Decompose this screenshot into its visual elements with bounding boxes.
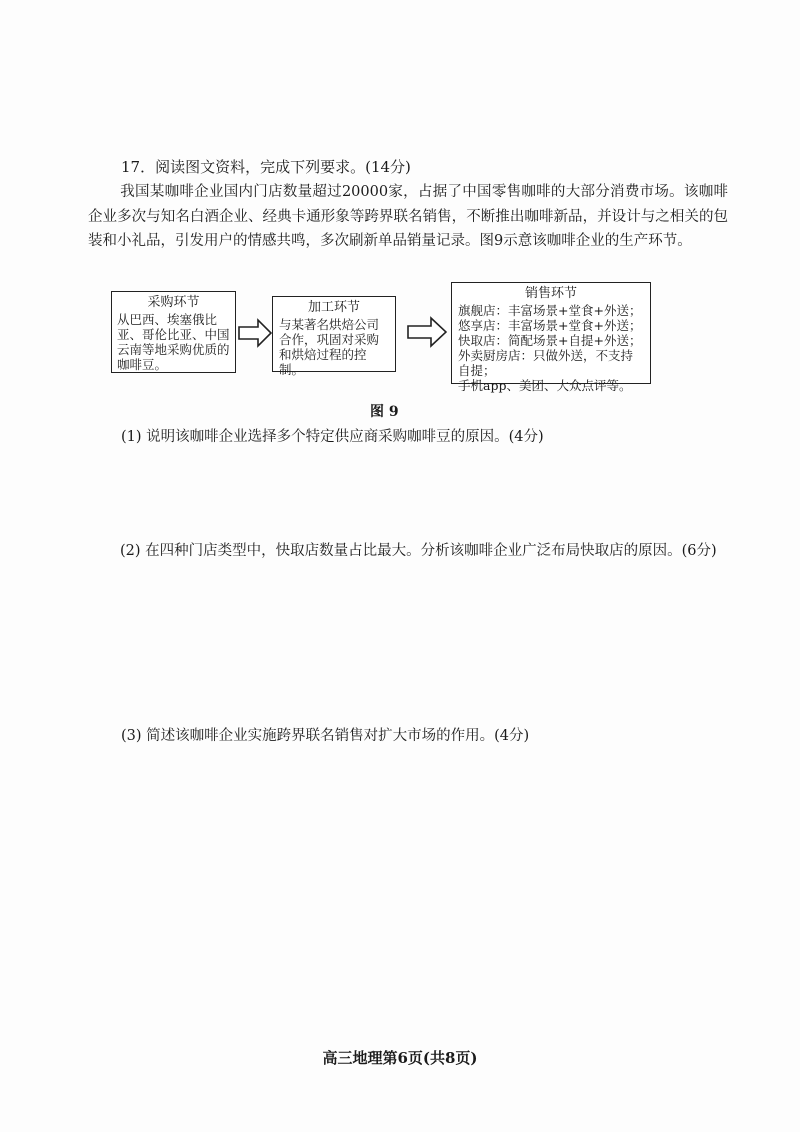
- subquestion-3: (3) 简述该咖啡企业实施跨界联名销售对扩大市场的作用。(4分): [121, 728, 530, 744]
- subquestion-1: (1) 说明该咖啡企业选择多个特定供应商采购咖啡豆的原因。(4分): [121, 429, 544, 445]
- processing-title: 加工环节: [307, 300, 360, 315]
- subquestion-2-text: (2) 在四种门店类型中，快取店数量占比最大。分析该咖啡企业广泛布局快取店的原因。(6分): [120, 543, 717, 559]
- paragraph-text: 我国某咖啡企业国内门店数量超过20000家，占据了中国零售咖啡的大部分消费市场。该咖啡企业多次与知名白酒企业、经典卡通形象等跨界联名销售，不断推出咖啡新品，并设计与之相关的包装和小礼品，引发用户的情感共鸣，多次刷新单品销量记录。图9示意该咖啡企业的生产环节。: [88, 184, 728, 249]
- question-title: 17．阅读图文资料，完成下列要求。(14分): [121, 158, 411, 176]
- sales-box: [451, 282, 651, 393]
- arrow-icon: [407, 316, 447, 348]
- processing-text: 与某著名烘焙公司合作，巩固对采购和烘焙过程的控制。: [279, 317, 380, 377]
- sales-line: 旗舰店：丰富场景+堂食+外送；: [458, 303, 642, 318]
- sales-title: 销售环节: [524, 286, 577, 301]
- sales-line: 悠享店：丰富场景+堂食+外送；: [458, 318, 642, 333]
- purchase-box: [111, 291, 236, 373]
- purchase-title: 采购环节: [147, 295, 200, 310]
- subquestion-2: [88, 539, 728, 563]
- figure-label: 图 9: [370, 404, 399, 420]
- sales-line: 手机app、美团、大众点评等。: [458, 378, 632, 393]
- purchase-text: 从巴西、埃塞俄比亚、哥伦比亚、中国云南等地采购优质的咖啡豆。: [117, 312, 230, 372]
- sales-line: 快取店：简配场景+自提+外送；: [458, 333, 642, 348]
- page-footer: 高三地理第6页(共8页): [322, 1049, 478, 1067]
- arrow-icon: [238, 318, 272, 348]
- processing-box: [272, 296, 396, 377]
- sales-line: 外卖厨房店：只做外送，不支持自提；: [458, 348, 634, 378]
- question-paragraph: [88, 180, 728, 254]
